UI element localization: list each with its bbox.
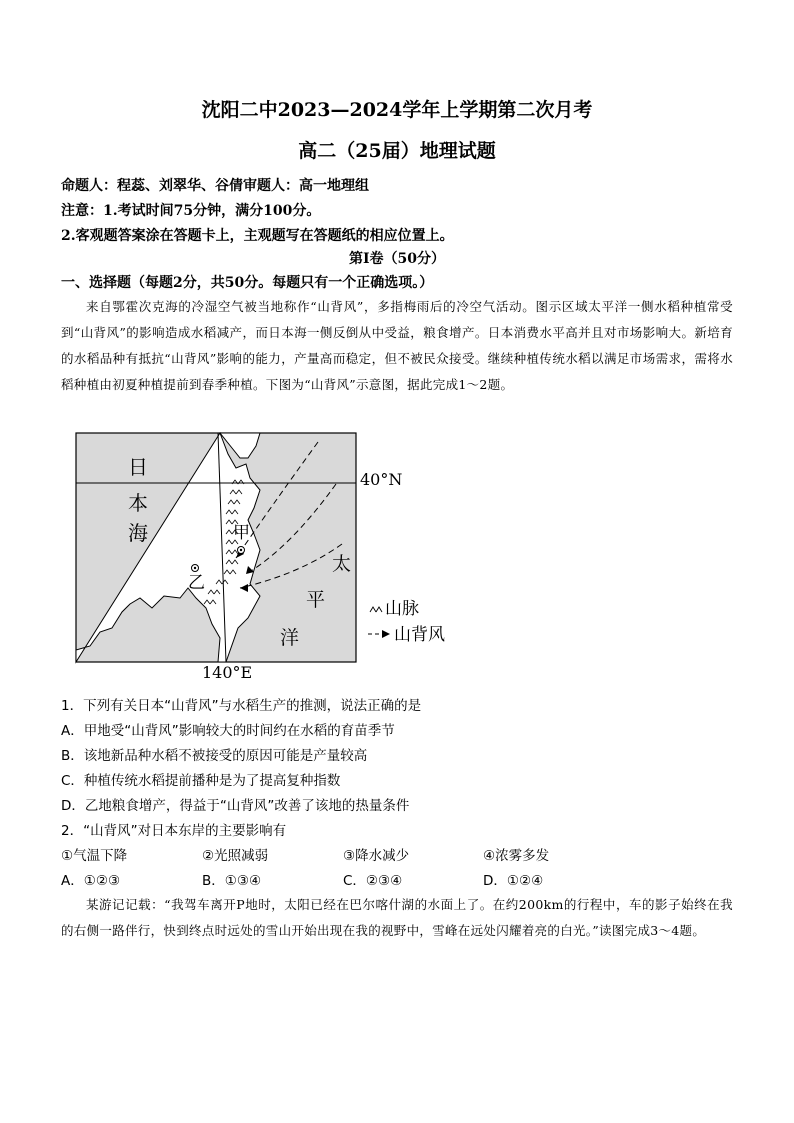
q2-item-2: ②光照减弱 <box>202 848 269 864</box>
exam-subtitle: 高二（25届）地理试题 <box>298 140 496 162</box>
label-point-yi: 乙 <box>188 573 205 593</box>
yamase-wind-map <box>60 428 480 682</box>
legend-mountain-symbol <box>370 607 382 612</box>
note-line-2: 2.客观题答案涂在答题卡上，主观题写在答题纸的相应位置上。 <box>61 228 454 244</box>
label-latitude: 40°N <box>360 470 403 489</box>
q2-item-3: ③降水减少 <box>343 848 410 864</box>
q1-option-d[interactable]: D．乙地粮食增产，得益于“山背风”改善了该地的热量条件 <box>61 798 410 814</box>
exam-title: 沈阳二中2023—2024学年上学期第二次月考 <box>201 99 593 121</box>
q2-option-b[interactable]: B．①③④ <box>202 873 262 889</box>
passage-2: 某游记记载：“我驾车离开P地时，太阳已经在巴尔喀什湖的水面上了。在约200km的行程中，车的影子始终在我的右侧一路伴行，快到终点时远处的雪山开始出现在我的视野中，雪峰在远处闪耀着亮的白光。”读图完成3～4题。 <box>61 897 733 938</box>
label-point-jia: 甲 <box>233 523 250 543</box>
note-line-1: 注意：1.考试时间75分钟，满分100分。 <box>61 203 321 219</box>
q1-option-b[interactable]: B．该地新品种水稻不被接受的原因可能是产量较高 <box>61 748 368 764</box>
passage-1: 来自鄂霍次克海的冷湿空气被当地称作“山背风”，多指梅雨后的冷空气活动。图示区域太平洋一侧水稻种植常受到“山背风”的影响造成水稻减产，而日本海一侧反倒从中受益，粮食增产。日本消费水平高并且对市场影响大。新培育的水稻品种有抵抗“山背风”影响的能力，产量高而稳定，但不被民众接受。继续种植传统水稻以满足市场需求，需将水稻种植由初夏种植提前到春季种植。下图为“山背风”示意图，据此完成1～2题。 <box>61 299 733 392</box>
q2-item-4: ④浓雾多发 <box>483 848 550 864</box>
authors-line: 命题人：程蕊、刘翠华、谷倩审题人：高一地理组 <box>61 178 369 194</box>
label-pacific-3: 洋 <box>280 627 300 649</box>
legend-mountain-label: 山脉 <box>385 599 419 619</box>
label-sea-japan-1: 日 <box>128 455 148 479</box>
label-sea-japan-3: 海 <box>128 521 148 545</box>
label-pacific-1: 太 <box>332 553 352 575</box>
q1-option-a[interactable]: A．甲地受“山背风”影响较大的时间约在水稻的育苗季节 <box>61 723 395 739</box>
label-pacific-2: 平 <box>306 589 326 611</box>
section-heading: 一、选择题（每题2分，共50分。每题只有一个正确选项。） <box>61 275 434 291</box>
q2-item-1: ①气温下降 <box>61 848 128 864</box>
legend-wind-label: 山背风 <box>394 625 445 645</box>
q1-option-c[interactable]: C．种植传统水稻提前播种是为了提高复种指数 <box>61 773 341 789</box>
q2-option-c[interactable]: C．②③④ <box>343 873 403 889</box>
label-longitude: 140°E <box>202 663 253 682</box>
q2-option-d[interactable]: D．①②④ <box>483 873 544 889</box>
volume-heading: 第Ⅰ卷（50分） <box>348 251 446 267</box>
q2-option-a[interactable]: A．①②③ <box>61 873 121 889</box>
q1-stem: 1．下列有关日本“山背风”与水稻生产的推测，说法正确的是 <box>61 698 422 714</box>
label-sea-japan-2: 本 <box>128 491 148 515</box>
q2-stem: 2．“山背风”对日本东岸的主要影响有 <box>61 823 287 839</box>
